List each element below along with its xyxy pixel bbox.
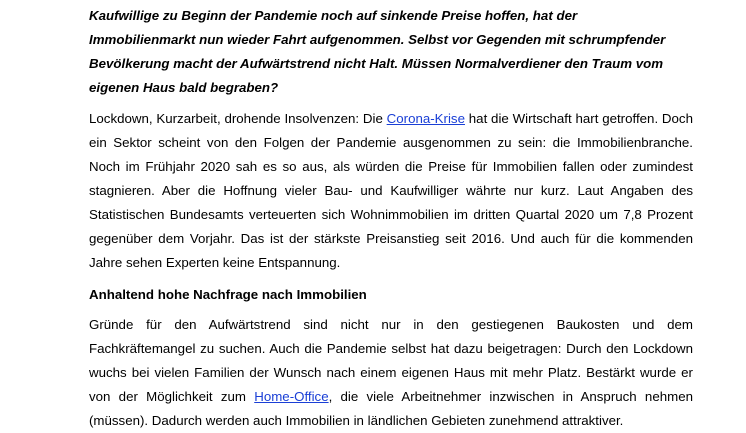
lead-line-4: eigenen Haus bald begraben? <box>89 80 279 95</box>
paragraph-1-text-start: Lockdown, Kurzarbeit, drohende Insolvenzen: Die <box>89 111 387 126</box>
paragraph-1-text-end: hat die Wirtschaft hart getroffen. Doch ein Sektor scheint von den Folgen der Pandemie ausgenommen zu sein: die Immobilienbranche. Noch im Frühjahr 2020 sah es so aus, als würden die Preise für Immobilien fallen oder zumindest stagnieren. Aber die Hoffnung vieler Bau- und Kaufwilliger währte nur kurz. Laut Angaben des Statistischen Bundesamts verteuerten sich Wohnimmobilien im dritten Quartal 2020 um 7,8 Prozent gegenüber dem Vorjahr. Das ist der stärkste Preisanstieg seit 2016. Und auch für die kommenden Jahre sehen Experten keine Entspannung. <box>89 111 693 270</box>
section-heading: Anhaltend hohe Nachfrage nach Immobilien <box>89 287 367 302</box>
lead-line-2: Immobilienmarkt nun wieder Fahrt aufgenommen. Selbst vor Gegenden mit schrumpfender <box>89 32 666 47</box>
paragraph-2-text-end: , die viele Arbeitnehmer inzwischen in Anspruch nehmen (müssen). Dadurch werden auch Immobilien in ländlichen Gebieten zunehmend attraktiver. <box>89 389 693 428</box>
home-office-link[interactable]: Home-Office <box>254 389 329 404</box>
paragraph-2 <box>89 313 693 433</box>
lead-line-3: Bevölkerung macht der Aufwärtstrend nicht Halt. Müssen Normalverdiener den Traum vom <box>89 56 664 71</box>
paragraph-2-text-start: Gründe für den Aufwärtstrend sind nicht nur in den gestiegenen Baukosten und dem Fachkräftemangel zu suchen. Auch die Pandemie selbst hat dazu beigetragen: Durch den Lockdown wuchs bei vielen Familien der Wunsch nach einem eigenen Haus mit mehr Platz. Bestärkt wurde er von der Möglichkeit zum <box>89 317 693 404</box>
corona-krise-link[interactable]: Corona-Krise <box>386 111 465 126</box>
lead-line-1: Kaufwillige zu Beginn der Pandemie noch auf sinkende Preise hoffen, hat der <box>89 8 578 23</box>
article-lead <box>89 4 693 100</box>
paragraph-1 <box>89 107 693 275</box>
